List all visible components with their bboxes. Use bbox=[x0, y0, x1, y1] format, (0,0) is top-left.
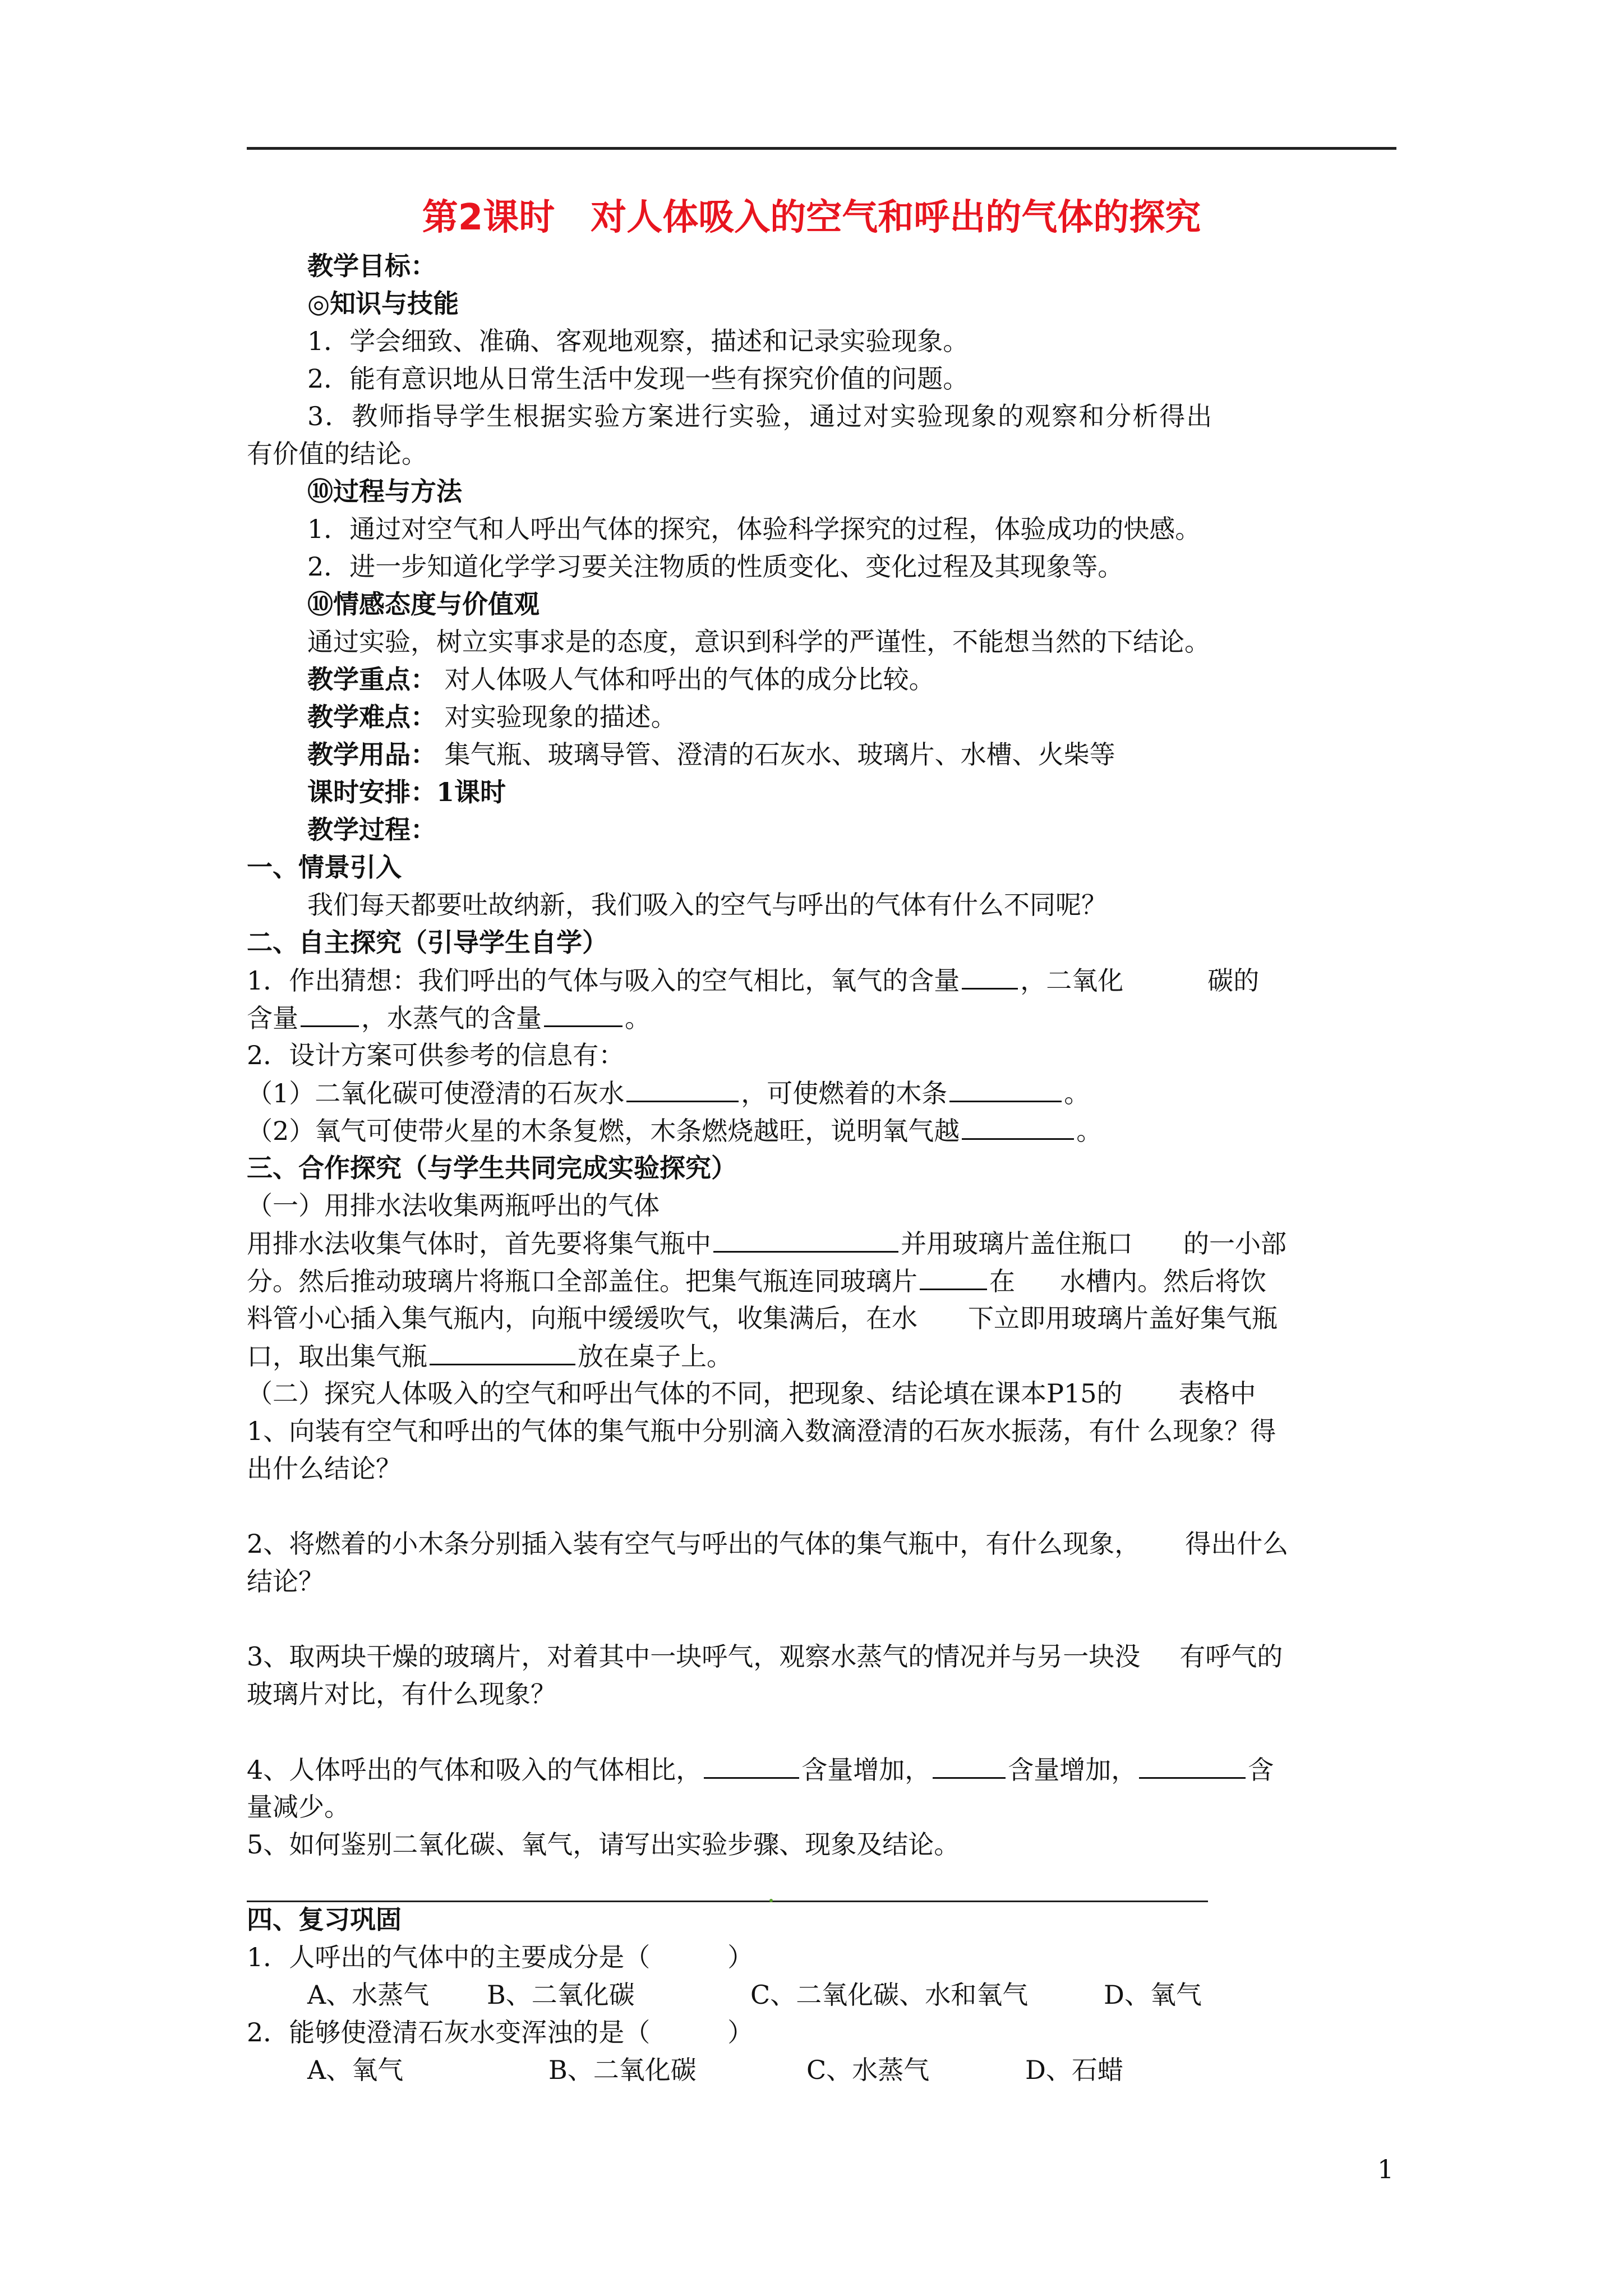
answer-blank bbox=[301, 1001, 359, 1027]
answer-blank bbox=[1139, 1752, 1246, 1779]
text-span: 3、取两块干燥的玻璃片，对着其中一块呼气，观察水蒸气的情况并与另一块没 bbox=[247, 1641, 1141, 1672]
text-span: 料管小心插入集气瓶内，向瓶中缓缓吹气，收集满后，在水 bbox=[247, 1303, 917, 1333]
section4-q1: 1．人呼出的气体中的主要成分是（ ） bbox=[247, 1942, 754, 1972]
section3-q3-cont: 玻璃片对比，有什么现象？ bbox=[247, 1679, 556, 1709]
text-span: 有呼气的 bbox=[1179, 1641, 1283, 1672]
text-span: 在 bbox=[989, 1266, 1015, 1296]
section4-q1-options bbox=[307, 1978, 1202, 2012]
section3-collect-2 bbox=[247, 1264, 1266, 1298]
knowledge-item-3-cont: 有价值的结论。 bbox=[247, 439, 427, 469]
section3-heading: 三、合作探究（与学生共同完成实验探究） bbox=[247, 1153, 737, 1183]
text-span: 水槽内。然后将饮 bbox=[1060, 1266, 1266, 1296]
attitude-heading: ⑩情感态度与价值观 bbox=[307, 589, 540, 619]
answer-blank bbox=[713, 1226, 898, 1253]
section3-q5: 5、如何鉴别二氧化碳、氧气，请写出实验步骤、现象及结论。 bbox=[247, 1829, 960, 1860]
section3-collect-4 bbox=[247, 1339, 732, 1373]
text-span: 。 bbox=[625, 1003, 651, 1033]
section4-q2-options bbox=[307, 2053, 1123, 2087]
knowledge-item-2: 2．能有意识地从日常生活中发现一些有探究价值的问题。 bbox=[307, 364, 969, 394]
section3-q3 bbox=[247, 1640, 1283, 1673]
section2-q2: 2．设计方案可供参考的信息有： bbox=[247, 1040, 625, 1070]
answer-blank bbox=[544, 1001, 623, 1027]
section3-q1-cont: 出什么结论？ bbox=[247, 1453, 402, 1484]
option-c: C、水蒸气 bbox=[806, 2055, 930, 2085]
materials-label: 教学用品： bbox=[307, 739, 436, 770]
knowledge-heading: ◎知识与技能 bbox=[307, 288, 459, 319]
section3-sub1: （一）用排水法收集两瓶呼出的气体 bbox=[247, 1190, 660, 1221]
page-number: 1 bbox=[1377, 2154, 1394, 2184]
text-span: ，二氧化 bbox=[1020, 965, 1124, 996]
section4-heading: 四、复习巩固 bbox=[247, 1904, 402, 1935]
header-rule bbox=[247, 147, 1396, 150]
text-span: 碳的 bbox=[1207, 965, 1260, 996]
answer-blank bbox=[933, 1752, 1006, 1779]
goals-heading: 教学目标： bbox=[307, 251, 436, 281]
attitude-item: 通过实验，树立实事求是的态度，意识到科学的严谨性，不能想当然的下结论。 bbox=[307, 627, 1210, 657]
section3-q1 bbox=[247, 1414, 1276, 1448]
text-span: 。 bbox=[1076, 1116, 1103, 1146]
text-span: 含 bbox=[1248, 1755, 1274, 1785]
section2-info1 bbox=[247, 1076, 1090, 1110]
answer-blank bbox=[920, 1264, 987, 1290]
materials bbox=[307, 738, 1115, 771]
text-span: （2）氧气可使带火星的木条复燃，木条燃烧越旺，说明氧气越 bbox=[247, 1116, 960, 1146]
answer-blank bbox=[626, 1076, 739, 1102]
key-point-label: 教学重点： bbox=[307, 664, 436, 694]
answer-blank bbox=[704, 1752, 799, 1779]
text-span: 口，取出集气瓶 bbox=[247, 1341, 427, 1372]
key-point-text: 对人体吸人气体和呼出的气体的成分比较。 bbox=[444, 664, 935, 694]
section4-q2: 2．能够使澄清石灰水变浑浊的是（ ） bbox=[247, 2017, 754, 2047]
text-span: 用排水法收集气体时，首先要将集气瓶中 bbox=[247, 1228, 711, 1259]
process-heading: ⑩过程与方法 bbox=[307, 476, 462, 507]
text-span: 的一小部 bbox=[1183, 1228, 1287, 1259]
text-span: 含量 bbox=[247, 1003, 298, 1033]
text-span: 得出什么 bbox=[1185, 1529, 1289, 1559]
section2-q1-cont bbox=[247, 1001, 651, 1035]
green-dot bbox=[769, 1899, 773, 1902]
answer-line bbox=[247, 1901, 1208, 1902]
option-a: A、氧气 bbox=[307, 2055, 404, 2085]
lesson-title: 第2课时 对人体吸入的空气和呼出的气体的探究 bbox=[422, 197, 1201, 238]
option-c: C、二氧化碳、水和氧气 bbox=[750, 1980, 1029, 2010]
process-label: 教学过程： bbox=[307, 815, 436, 845]
text-span: 含量增加， bbox=[801, 1755, 931, 1785]
materials-text: 集气瓶、玻璃导管、澄清的石灰水、玻璃片、水槽、火柴等 bbox=[444, 739, 1115, 770]
text-span: 放在桌子上。 bbox=[578, 1341, 732, 1372]
key-point bbox=[307, 662, 935, 696]
text-span: 4、人体呼出的气体和吸入的气体相比， bbox=[247, 1755, 702, 1785]
text-span: 下立即用玻璃片盖好集气瓶 bbox=[968, 1303, 1278, 1333]
section3-q4 bbox=[247, 1752, 1274, 1787]
answer-blank bbox=[962, 1114, 1074, 1140]
difficulty-text: 对实验现象的描述。 bbox=[444, 702, 677, 732]
option-a: A、水蒸气 bbox=[307, 1980, 430, 2010]
section3-q2-cont: 结论？ bbox=[247, 1566, 324, 1596]
difficulty bbox=[307, 700, 677, 734]
text-span: 2、将燃着的小木条分别插入装有空气与呼出的气体的集气瓶中，有什么现象， bbox=[247, 1529, 1141, 1559]
process-item-2: 2．进一步知道化学学习要关注物质的性质变化、变化过程及其现象等。 bbox=[307, 551, 1124, 582]
section2-heading: 二、自主探究（引导学生自学） bbox=[247, 927, 608, 958]
answer-blank bbox=[430, 1339, 575, 1365]
text-span: （二）探究人体吸入的空气和呼出气体的不同，把现象、结论填在课本P15的 bbox=[247, 1378, 1123, 1409]
option-b: B、二氧化碳 bbox=[548, 2055, 697, 2085]
answer-blank bbox=[962, 963, 1018, 990]
section1-heading: 一、情景引入 bbox=[247, 852, 402, 882]
section3-sub2 bbox=[247, 1377, 1256, 1410]
section3-q2 bbox=[247, 1527, 1288, 1561]
section2-info2 bbox=[247, 1114, 1102, 1148]
schedule: 课时安排：1课时 bbox=[307, 777, 506, 807]
text-span: ，可使燃着的木条 bbox=[741, 1078, 948, 1108]
knowledge-item-1: 1．学会细致、准确、客观地观察，描述和记录实验现象。 bbox=[307, 326, 969, 356]
answer-blank bbox=[949, 1076, 1062, 1102]
text-span: 含量增加， bbox=[1008, 1755, 1137, 1785]
text-span: 表格中 bbox=[1178, 1378, 1256, 1409]
text-span: ，水蒸气的含量 bbox=[361, 1003, 542, 1033]
section3-collect-1 bbox=[247, 1226, 1287, 1260]
process-item-1: 1．通过对空气和人呼出气体的探究，体验科学探究的过程，体验成功的快感。 bbox=[307, 514, 1201, 544]
section3-collect-3 bbox=[247, 1301, 1278, 1335]
difficulty-label: 教学难点： bbox=[307, 702, 436, 732]
section1-text: 我们每天都要吐故纳新，我们吸入的空气与呼出的气体有什么不同呢？ bbox=[307, 890, 1107, 920]
option-d: D、氧气 bbox=[1104, 1980, 1202, 2010]
text-span: 分。然后推动玻璃片将瓶口全部盖住。把集气瓶连同玻璃片 bbox=[247, 1266, 917, 1296]
text-span: （1）二氧化碳可使澄清的石灰水 bbox=[247, 1078, 625, 1108]
section2-q1 bbox=[247, 963, 1259, 997]
knowledge-item-3: 3．教师指导学生根据实验方案进行实验，通过对实验现象的观察和分析得出 bbox=[307, 401, 1214, 431]
option-b: B、二氧化碳 bbox=[487, 1980, 635, 2010]
text-span: 么现象？得 bbox=[1147, 1416, 1276, 1446]
option-d: D、石蜡 bbox=[1025, 2055, 1123, 2085]
section3-q4-cont: 量减少。 bbox=[247, 1792, 350, 1822]
text-span: 并用玻璃片盖住瓶口 bbox=[901, 1228, 1133, 1259]
text-span: 1．作出猜想：我们呼出的气体与吸入的空气相比，氧气的含量 bbox=[247, 965, 960, 996]
text-span: 。 bbox=[1064, 1078, 1090, 1108]
text-span: 1、向装有空气和呼出的气体的集气瓶中分别滴入数滴澄清的石灰水振荡，有什 bbox=[247, 1416, 1141, 1446]
